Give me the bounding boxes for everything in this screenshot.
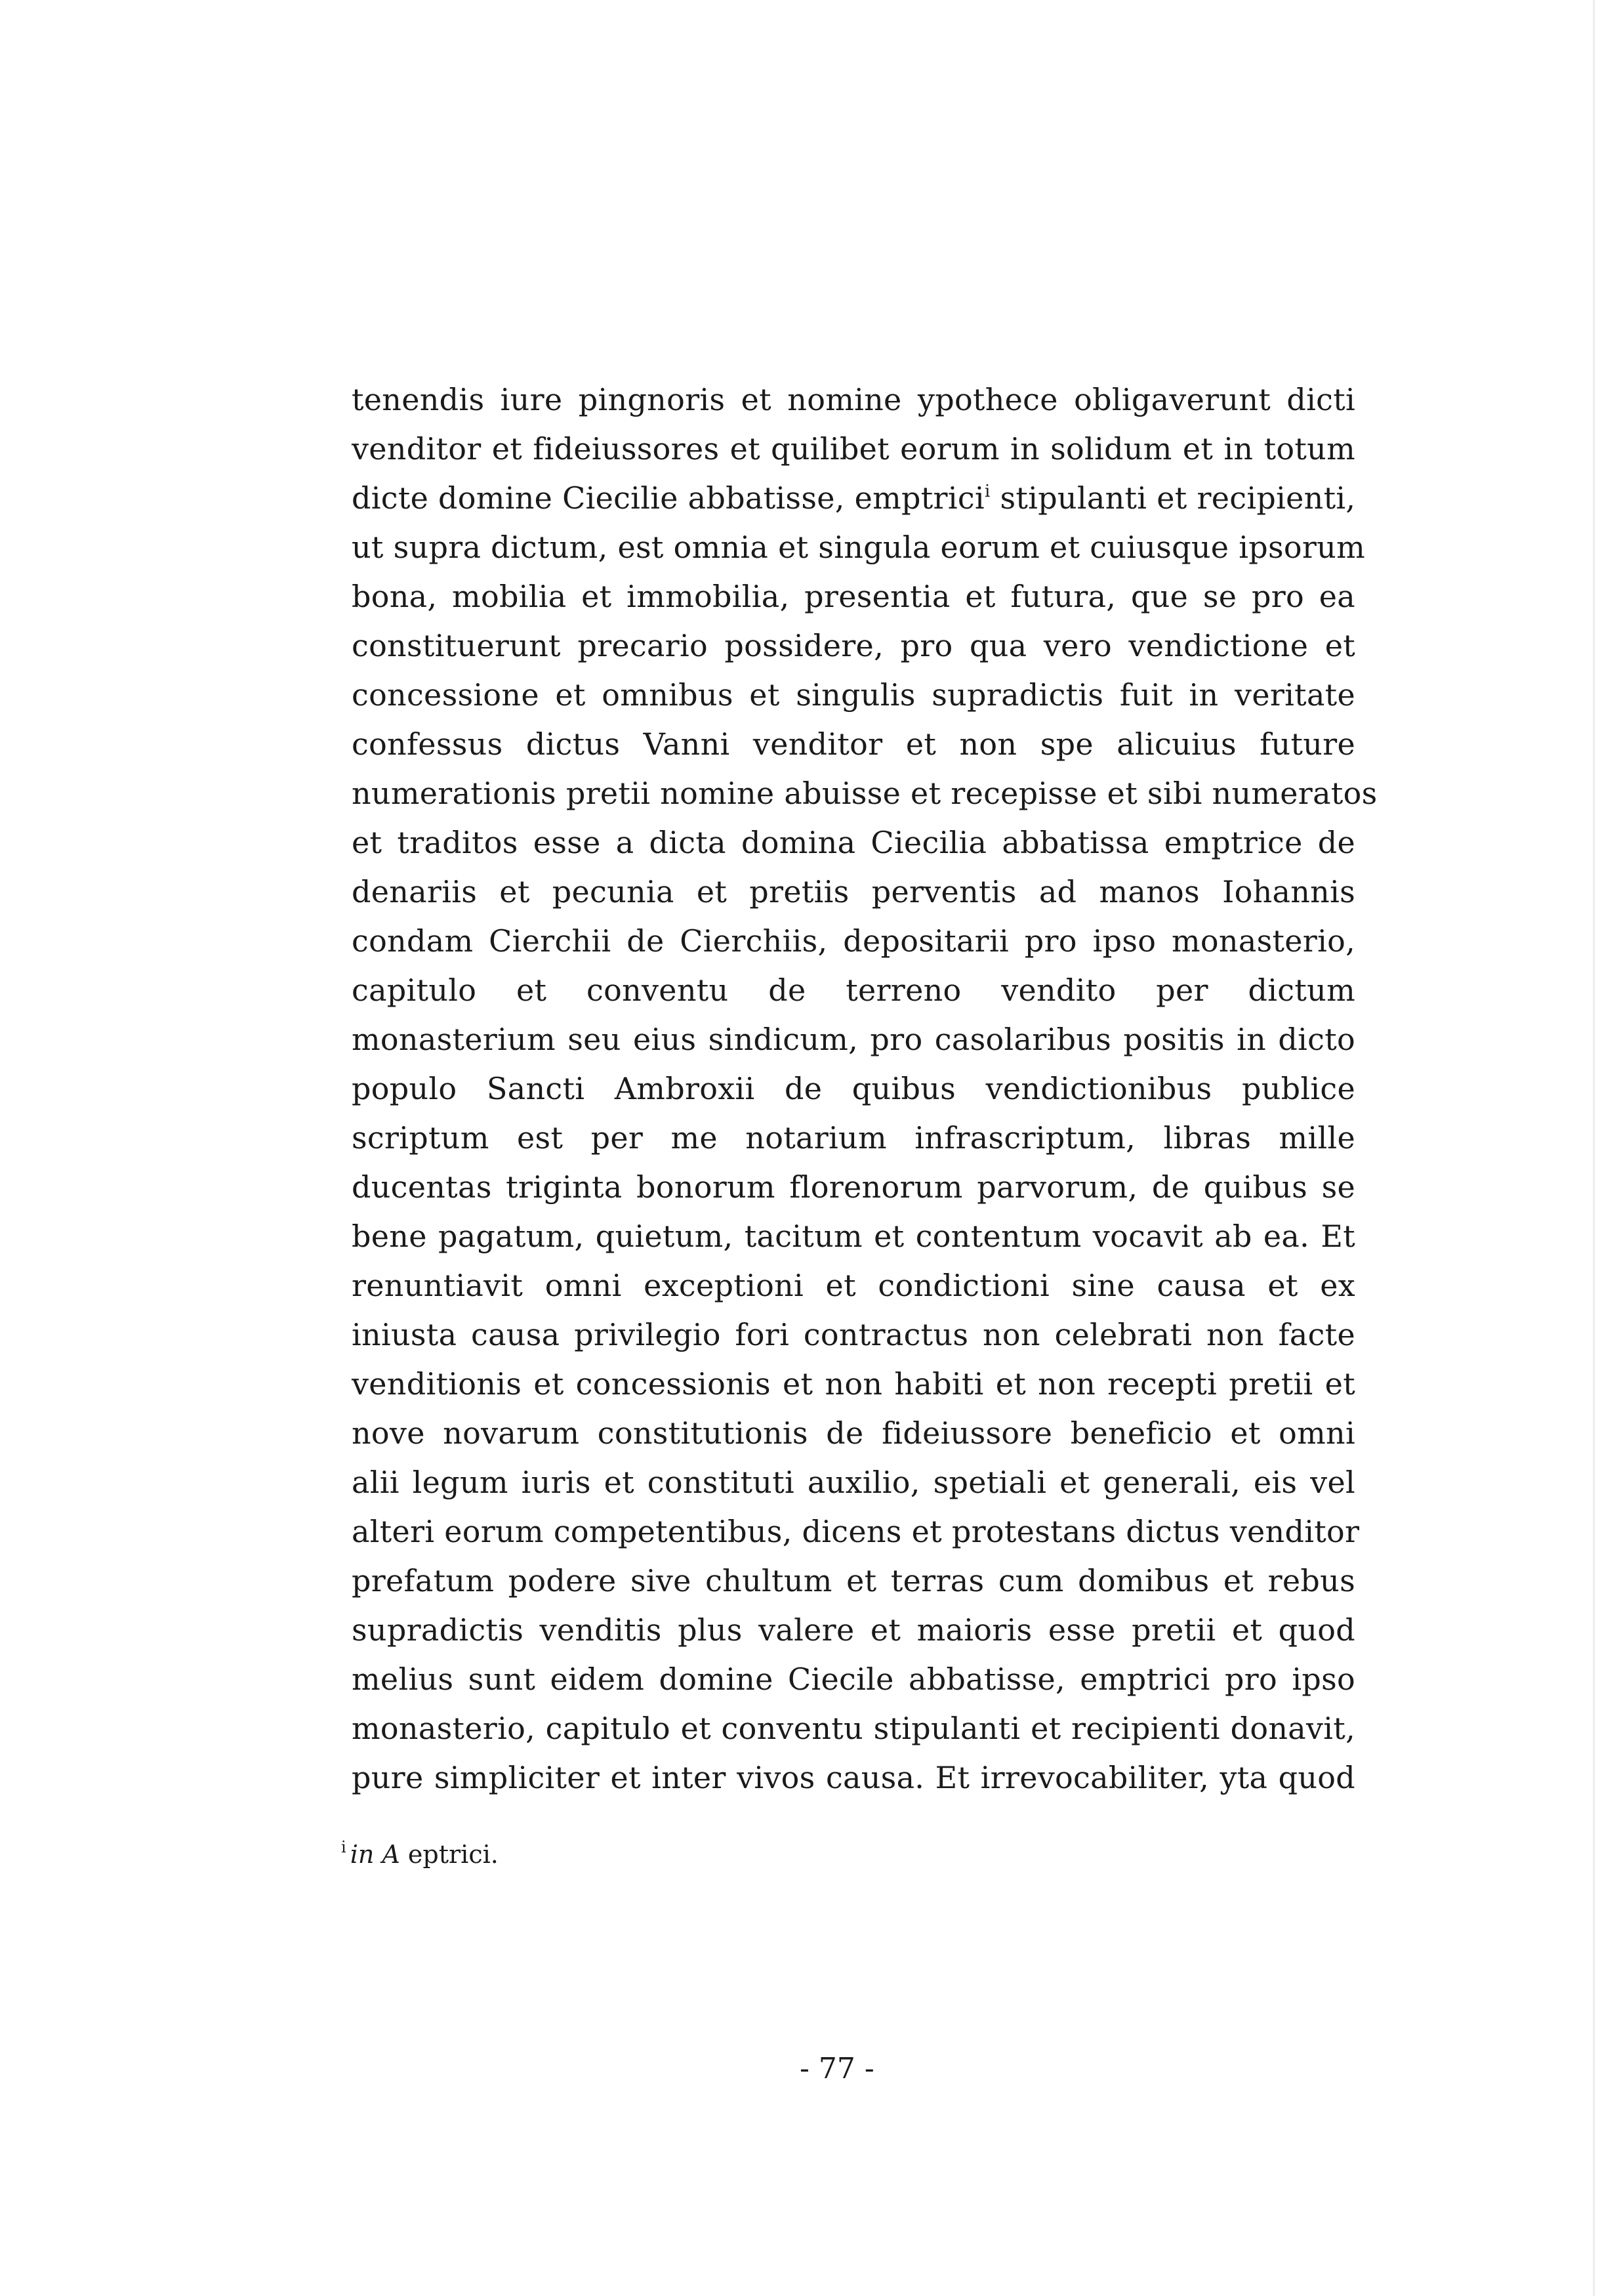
text-line: monasterio, capitulo et conventu stipulanti et recipienti donavit, [352, 1711, 1355, 1746]
footnote [341, 1840, 499, 1869]
page-number: - 77 - [800, 2052, 874, 2085]
text-line: pure simpliciter et inter vivos causa. Et irrevocabiliter, yta quod [352, 1760, 1355, 1795]
text-line: iniusta causa privilegio fori contractus non celebrati non facte [352, 1317, 1355, 1352]
footnote-text: eptrici. [400, 1840, 499, 1869]
text-line: supradictis venditis plus valere et maioris esse pretii et quod [352, 1612, 1355, 1648]
text-line: et traditos esse a dicta domina Ciecilia abbatissa emptrice de [352, 825, 1355, 860]
text-line-with-footnote [352, 474, 1355, 523]
text-line: concessione et omnibus et singulis supradictis fuit in veritate [352, 677, 1355, 713]
text-line: numerationis pretii nomine abuisse et recepisse et sibi numeratos [352, 776, 1378, 811]
text-line: ut supra dictum, est omnia et singula eorum et cuiusque ipsorum [352, 530, 1366, 565]
text-line-part: dicte domine Ciecilie abbatisse, emptrici [352, 480, 985, 516]
text-line: monasterium seu eius sindicum, pro casolaribus positis in dicto [352, 1022, 1355, 1057]
footnote-reference: i [984, 482, 991, 501]
page-edge-shadow [1593, 0, 1595, 2296]
text-line: constituerunt precario possidere, pro qua vero vendictione et [352, 628, 1355, 663]
text-line: alteri eorum competentibus, dicens et protestans dictus venditor [352, 1514, 1360, 1549]
footnote-marker: i [341, 1838, 346, 1856]
text-line: renuntiavit omni exceptioni et condictioni sine causa et ex [352, 1268, 1355, 1303]
footnote-italic: in A [350, 1840, 400, 1869]
text-line: capitulo et conventu de terreno vendito per dictum [352, 972, 1355, 1008]
text-line: confessus dictus Vanni venditor et non spe alicuius future [352, 726, 1355, 762]
text-line: venditor et fideiussores et quilibet eorum in solidum et in totum [352, 431, 1355, 467]
text-line: alii legum iuris et constituti auxilio, spetiali et generali, eis vel [352, 1465, 1355, 1500]
text-line: ducentas triginta bonorum florenorum parvorum, de quibus se [352, 1169, 1355, 1205]
text-line: condam Cierchii de Cierchiis, depositarii pro ipso monasterio, [352, 923, 1355, 959]
text-line: prefatum podere sive chultum et terras cum domibus et rebus [352, 1563, 1355, 1598]
text-line: bona, mobilia et immobilia, presentia et futura, que se pro ea [352, 579, 1355, 614]
text-line: tenendis iure pingnoris et nomine ypothece obligaverunt dicti [352, 382, 1355, 417]
text-line: populo Sancti Ambroxii de quibus vendictionibus publice [352, 1071, 1355, 1106]
body-text [352, 375, 1378, 1803]
text-line: nove novarum constitutionis de fideiussore beneficio et omni [352, 1415, 1355, 1451]
text-line: bene pagatum, quietum, tacitum et contentum vocavit ab ea. Et [352, 1219, 1355, 1254]
text-line: scriptum est per me notarium infrascriptum, libras mille [352, 1120, 1355, 1156]
text-line: denariis et pecunia et pretiis perventis ad manos Iohannis [352, 874, 1355, 909]
text-line-part: stipulanti et recipienti, [990, 480, 1356, 516]
text-line: venditionis et concessionis et non habiti et non recepti pretii et [352, 1366, 1355, 1402]
text-line: melius sunt eidem domine Ciecile abbatisse, emptrici pro ipso [352, 1661, 1355, 1697]
